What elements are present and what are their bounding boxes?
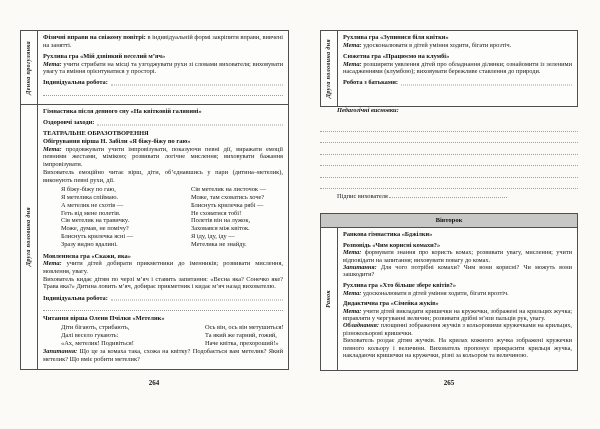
mobile-game-goal	[343, 290, 572, 297]
morning-content	[338, 228, 577, 370]
conclusions-write-lines	[320, 120, 578, 189]
write-in-line	[43, 302, 283, 311]
right-page-afternoon-table	[320, 30, 578, 107]
write-in-line	[111, 293, 283, 301]
health-measures-label: Оздоровчі заходи:	[43, 119, 95, 127]
parents-work-row	[343, 79, 572, 87]
didactic-game-note: Вихователь роздає дітям жучків. На крилах кожного жучка зображені кружечки певного кольору і величини. Вихователь пропонує прикрасити крильця жучка, накладаючи кришечки на кружечки, різні за кольором та величиною.	[343, 337, 572, 359]
write-in-line	[320, 120, 578, 132]
goal-label: Мета:	[343, 307, 362, 315]
afternoon-row	[321, 31, 577, 106]
story-game-goal	[343, 61, 572, 76]
write-in-line	[97, 118, 283, 126]
write-in-line	[320, 166, 578, 178]
individual-work-row	[43, 295, 283, 303]
morning-margin-cell	[321, 228, 338, 370]
didactic-game-goal	[343, 308, 572, 323]
afternoon-margin-cell	[321, 31, 338, 106]
goal-label: Мета:	[343, 60, 362, 68]
mobile-game-goal	[343, 42, 572, 50]
goal-text: продовжувати учити імпровізувати, показуючи певні дії, виражати емоції певними жестами, мімікою; розвивати логічне мислення; виховувати бажання імпровізувати.	[43, 145, 283, 169]
questions-label: Запитання:	[343, 263, 377, 271]
butterfly-poem	[61, 186, 283, 250]
poem-line: Сів метелик на травичку.	[61, 217, 130, 225]
dramatization-goal	[43, 146, 283, 169]
goal-text: учити стрибати на місці та узгоджувати рухи зі словами вихователя; виховувати увагу та вміння орієнтуватися у просторі.	[43, 60, 283, 76]
teacher-signature-row	[337, 190, 577, 200]
tuesday-plan-table	[320, 213, 578, 371]
poem-column-2	[191, 186, 283, 250]
individual-work-row	[43, 79, 283, 87]
individual-work-label: Індивідуальна робота:	[43, 294, 108, 302]
theatre-section-heading: ТЕАТРАЛЬНЕ ОБРАЗОТВОРЕННЯ	[43, 130, 149, 138]
tuesday-body	[321, 228, 577, 370]
speech-game-title: Мовленнєва гра «Скажи, яка»	[43, 252, 131, 260]
goal-label: Мета:	[343, 249, 362, 257]
afternoon-content	[338, 31, 577, 106]
daily-walk-content	[38, 31, 288, 104]
poem-line: Блиснуть крилечка рябі —	[191, 201, 264, 209]
goal-text: удосконалювати в дітей уміння ходити, бігати врозтіч.	[361, 289, 509, 297]
mobile-game-title: Рухлива гра «Зупинися біля квітки»	[343, 34, 449, 41]
poem-line: «Ах, метелик! Подивіться!	[61, 339, 134, 347]
questions-text: Для чого потрібні комахи? Чим вони корисні? Чи можуть вони зашкодити?	[343, 263, 572, 279]
story-goal	[343, 249, 572, 264]
speech-game-goal	[43, 260, 283, 275]
poem-line: Заховався між квіток.	[191, 225, 250, 233]
left-page-plan-table	[20, 30, 289, 370]
write-in-line	[401, 78, 572, 86]
poem-line: Ось він, ось він метушиться!	[205, 324, 284, 331]
mobile-game-title: Рухлива гра «Хто більше збере квітів?»	[343, 282, 456, 290]
poem-line: Зразу видно вдалині.	[61, 241, 118, 249]
morning-gym-title: Ранкова гімнастика «Бджілки»	[343, 231, 433, 238]
right-page-number: 265	[443, 379, 455, 387]
tuesday-header: Вівторок	[321, 214, 577, 228]
goal-text: учити дітей добирати прикметники до іменників; розвивати мислення, мовлення, увагу.	[43, 260, 283, 276]
pedagogical-conclusions-label: Педагогічні висновки:	[337, 107, 399, 114]
afternoon-margin-cell	[21, 105, 38, 369]
questions-label: Запитання:	[43, 347, 78, 355]
write-in-line	[320, 132, 578, 144]
goal-text: формувати знання про користь комах; розвивати увагу, мислення; учити відповідати на запитання; виховувати повагу до комах.	[343, 249, 572, 264]
write-in-line	[111, 78, 283, 86]
write-in-line	[43, 87, 283, 96]
daily-walk-margin-cell	[21, 31, 38, 104]
goal-text: розширяти уявлення дітей про обладнання ділянки; ознайомити із зеленими насадженнями (клумбою); виховувати бережливе ставлення до природи.	[343, 60, 572, 76]
morning-margin-label: Ранок	[326, 290, 332, 308]
mobile-game-goal	[43, 61, 283, 76]
left-page-number: 264	[148, 379, 160, 387]
poem-line: Я метелика спіймаю.	[61, 193, 119, 201]
poem-column-2	[205, 324, 284, 348]
poem-line: Геть від мене полетів.	[61, 209, 121, 217]
mobile-game-title: Рухлива гра «Мій дзвінкий веселий м’яч»	[43, 52, 166, 60]
equipment-text: площинні зображення жучків з кольоровими кружечками на крильцях, різнокольорові кришечки.	[343, 322, 572, 337]
write-in-line	[320, 178, 578, 190]
physical-exercise-label: Фізичні вправи на свіжому повітрі:	[43, 34, 146, 41]
gym-after-sleep-title: Гімнастика після денного сну «На квітковій галявині»	[43, 108, 202, 115]
poem-line: Я іду, іду, іду —	[191, 233, 235, 241]
goal-label: Мета:	[43, 60, 62, 68]
equipment-label: Обладнання:	[343, 322, 380, 330]
afternoon-content	[38, 105, 288, 369]
goal-label: Мета:	[43, 145, 62, 153]
poem-line: Може, там сховатись хоче?	[191, 193, 265, 201]
story-questions	[343, 264, 572, 279]
goal-label: Мета:	[343, 289, 362, 297]
goal-text: удосконалювати в дітей уміння ходити, бігати врозтіч.	[361, 41, 512, 49]
teacher-signature-label: Підпис вихователя	[337, 193, 388, 200]
poem-line: Діти бігають, стрибають,	[61, 324, 130, 331]
daily-walk-margin-label: Денна прогулянка	[26, 40, 32, 95]
reading-questions	[43, 348, 283, 363]
write-in-line	[320, 143, 578, 155]
speech-game-note: Вихователь кидає дітям по черзі м’яч і ставить запитання: «Весна яка? Сонечко яке? Трава яка?» Дитина ловить м’яч, добирає прикметник і кидає м’яч назад вихователю.	[43, 275, 283, 291]
poem-line: Наче квітка, прехороший!»	[205, 339, 279, 347]
dramatization-title: Обігрування вірша Н. Забіли «Я біжу-біжу по гаю»	[43, 138, 191, 146]
poem-line: Полетів він на лужок,	[191, 217, 251, 225]
pedagogical-conclusions-section	[320, 107, 578, 189]
physical-exercise-text: в індивідуальній формі закріпити вправи, вивчені на занятті.	[43, 34, 283, 49]
goal-text: учити дітей викладати кришечки на кружечки, зображені на крильцях жучка; вправляти у чергуванні величин; розвивати дрібні м’язи пальців рук, увагу.	[343, 307, 572, 323]
goal-label: Мета:	[43, 260, 62, 268]
questions-text: Що це за комаха така, схожа на квітку? Подобається вам метелик? Який метелик? Що вміє робити метелик?	[43, 347, 283, 363]
afternoon-row	[21, 105, 288, 369]
individual-work-label: Індивідуальна робота:	[43, 79, 108, 87]
goal-label: Мета:	[343, 41, 362, 49]
daily-walk-row	[21, 31, 288, 105]
didactic-game-title: Дидактична гра «Сімейка жуків»	[343, 300, 439, 308]
poem-line: Блиснуть крилечка ясні —	[61, 233, 134, 241]
story-title: Розповідь «Чим корисні комахи?»	[343, 241, 441, 249]
poem-line: Не сховатися тобі!	[191, 209, 242, 217]
story-game-title: Сюжетна гра «Працюємо на клумбі»	[343, 52, 450, 60]
dramatization-note: Вихователь емоційно читає вірш, діти, об’єднавшись у пари (дитина–метелик), виконують певні рухи, дії.	[43, 168, 283, 184]
pchilka-poem	[61, 324, 283, 348]
poem-line: Я біжу-біжу по гаю,	[61, 185, 116, 193]
poem-line: Метелика не знайду.	[191, 241, 247, 249]
poem-line: Та який же гарний, гожий,	[205, 331, 277, 339]
poem-line: Може, думав, не помічу?	[61, 225, 129, 233]
afternoon-margin-label: Друга половина дня	[326, 38, 332, 99]
didactic-game-equipment	[343, 322, 572, 337]
poem-column-1	[61, 324, 193, 348]
parents-work-label: Робота з батьками:	[343, 79, 399, 87]
afternoon-margin-label: Друга половина дня	[26, 207, 32, 267]
health-measures-row	[43, 119, 283, 127]
physical-exercise-paragraph	[43, 34, 283, 49]
reading-title: Читання вірша Олени Пчілки «Метелик»	[43, 314, 165, 322]
poem-line: А метелик не схотів —	[61, 201, 124, 209]
poem-line: Сів метелик на листочок —	[191, 185, 267, 193]
poem-column-1	[61, 186, 179, 250]
poem-line: Далі весело гукають:	[61, 331, 119, 339]
write-in-line	[320, 155, 578, 167]
signature-line	[389, 190, 507, 198]
